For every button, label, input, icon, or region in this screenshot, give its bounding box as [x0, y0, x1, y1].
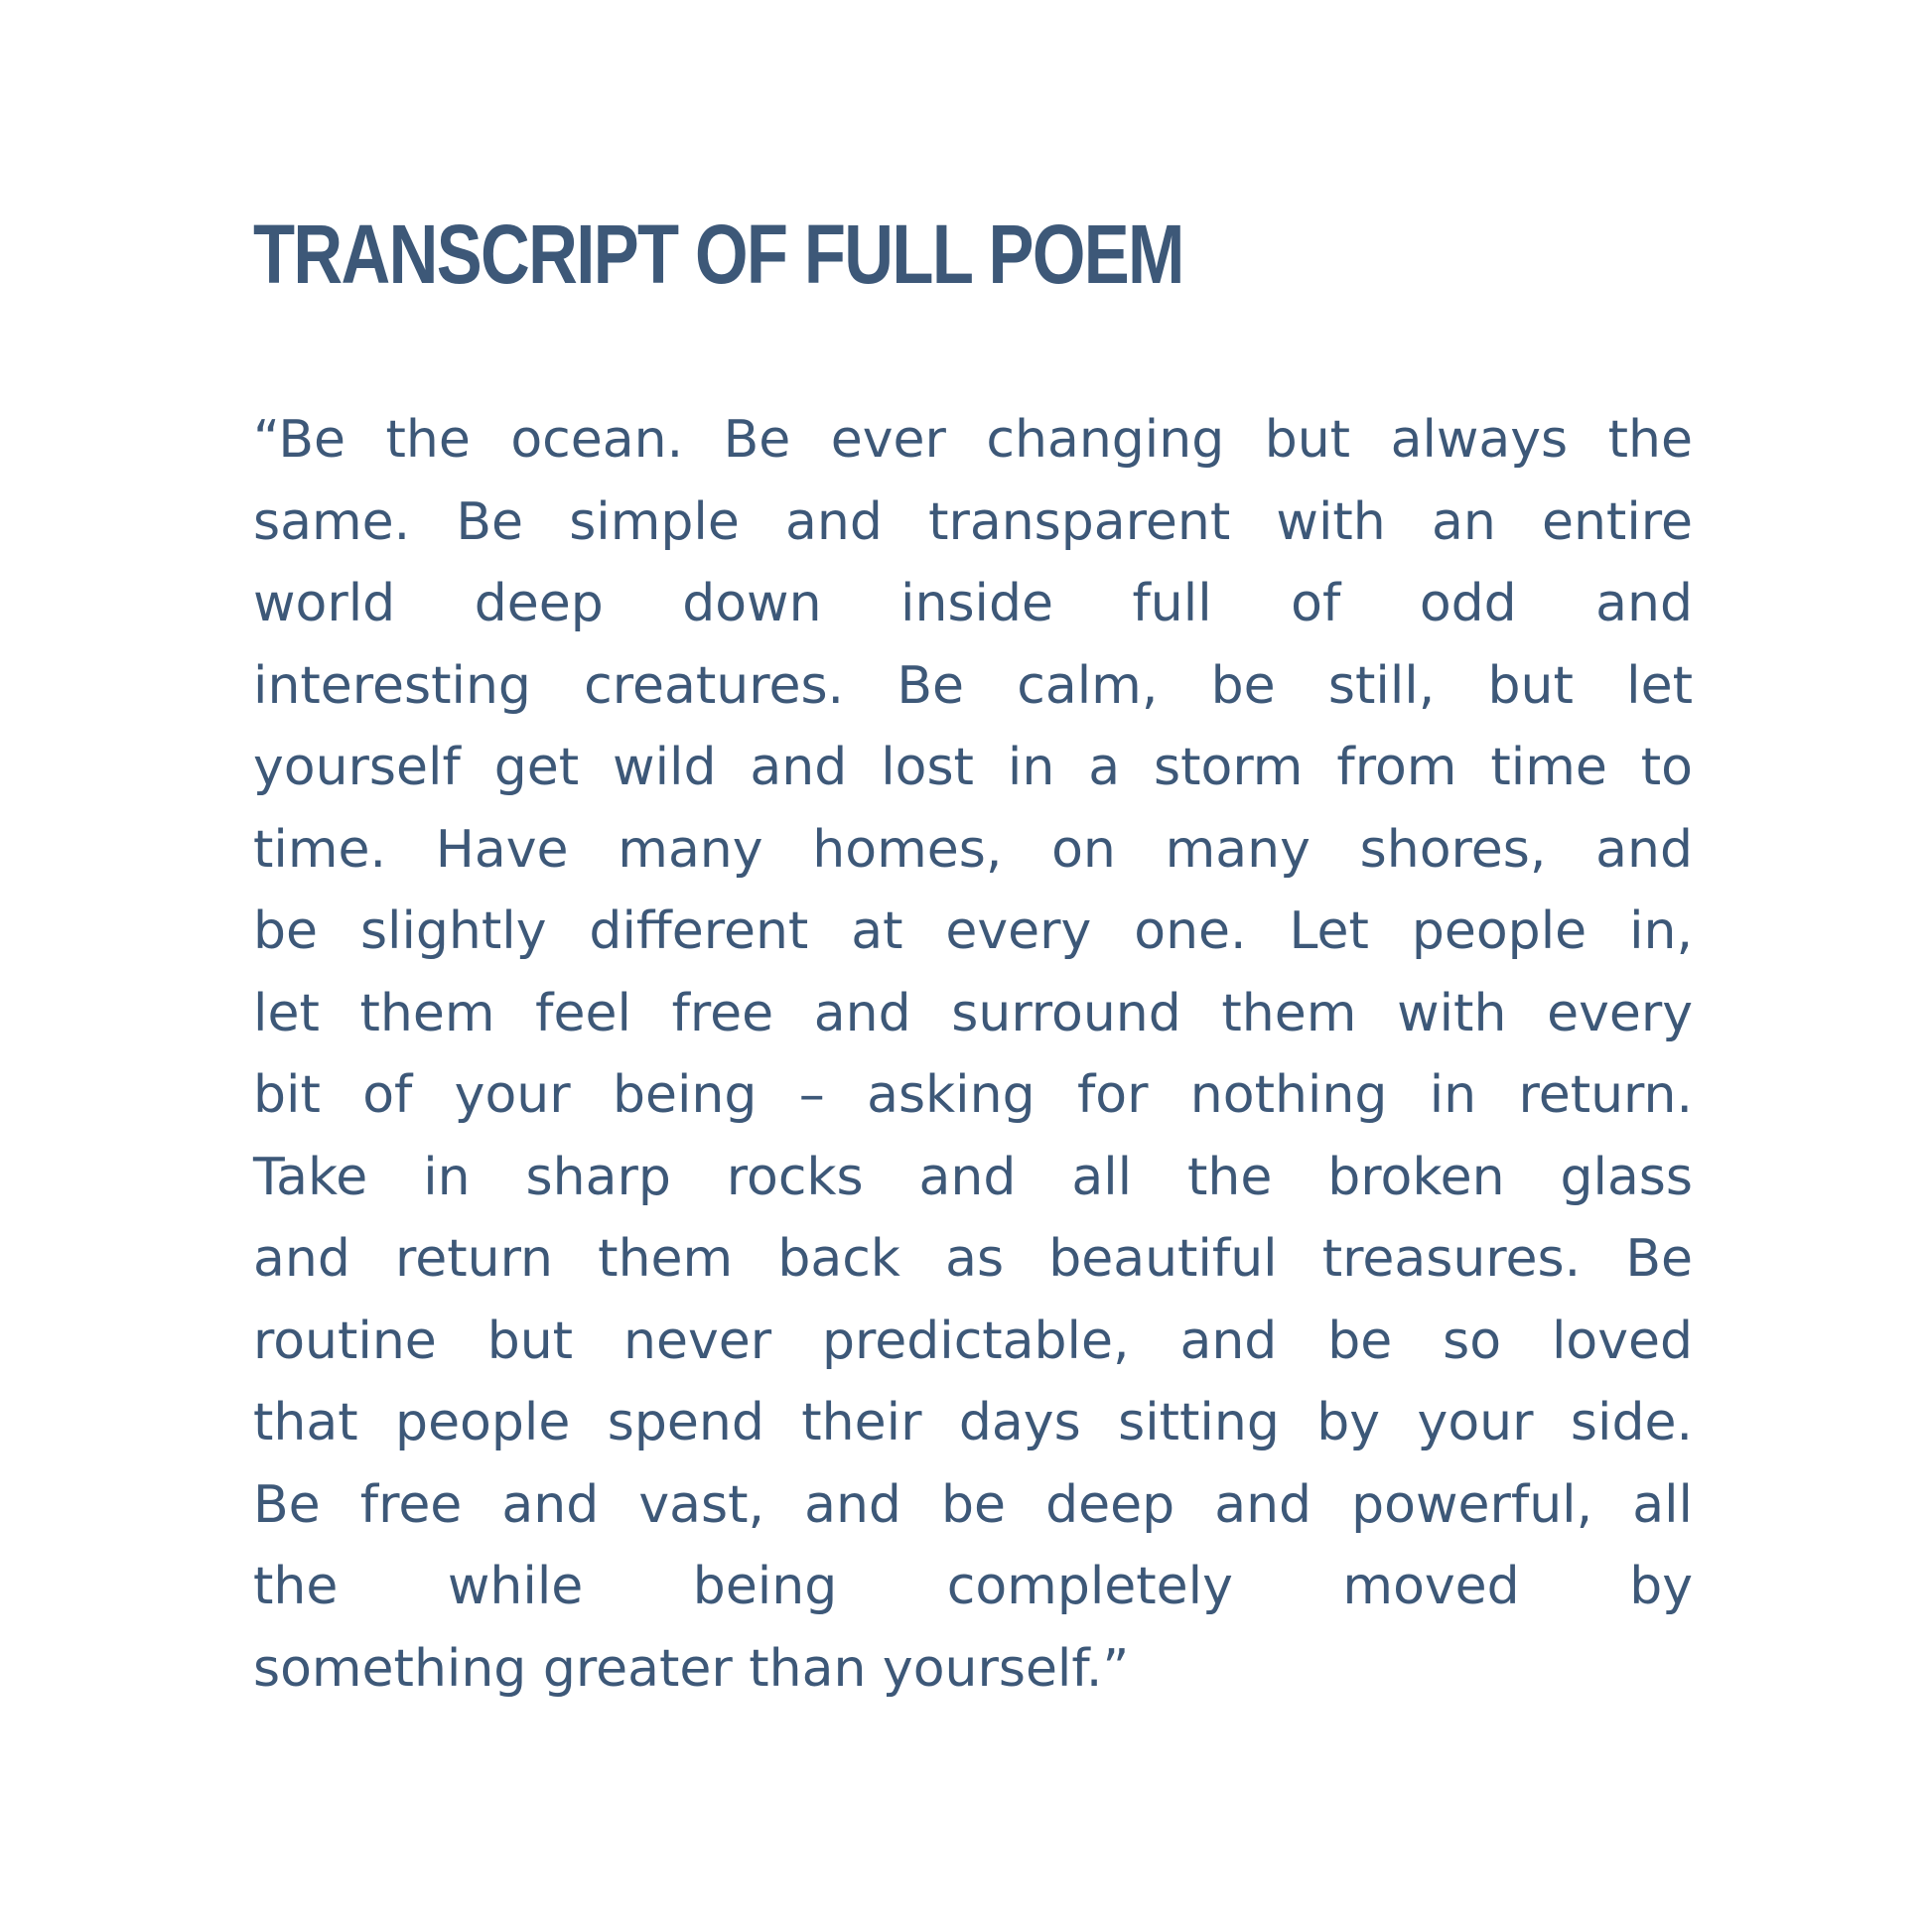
- poem-line: that people spend their days sitting by your side.: [253, 1393, 1693, 1452]
- poem-line: routine but never predictable, and be so loved: [253, 1311, 1693, 1371]
- poem-body: [253, 399, 1693, 1710]
- poem-line: Take in sharp rocks and all the broken glass: [253, 1147, 1693, 1207]
- poem-line: something greater than yourself.”: [253, 1638, 1130, 1699]
- poem-line: “Be the ocean. Be ever changing but always the: [253, 410, 1693, 470]
- poem-line: the while being completely moved by: [253, 1557, 1693, 1616]
- poem-line: let them feel free and surround them with every: [253, 983, 1693, 1043]
- poem-line: time. Have many homes, on many shores, and: [253, 819, 1693, 880]
- poem-line: Be free and vast, and be deep and powerful, all: [253, 1474, 1693, 1535]
- poem-line: world deep down inside full of odd and: [253, 574, 1693, 633]
- poem-line: interesting creatures. Be calm, be still, but let: [253, 655, 1693, 716]
- poem-line: same. Be simple and transparent with an entire: [253, 491, 1693, 552]
- poem-line: yourself get wild and lost in a storm from time to: [253, 738, 1693, 797]
- poem-line: bit of your being – asking for nothing in return.: [253, 1065, 1693, 1125]
- page-title: TRANSCRIPT OF FULL POEM: [253, 207, 1183, 301]
- poem-line: be slightly different at every one. Let people in,: [253, 901, 1693, 961]
- poem-line: and return them back as beautiful treasures. Be: [253, 1229, 1693, 1289]
